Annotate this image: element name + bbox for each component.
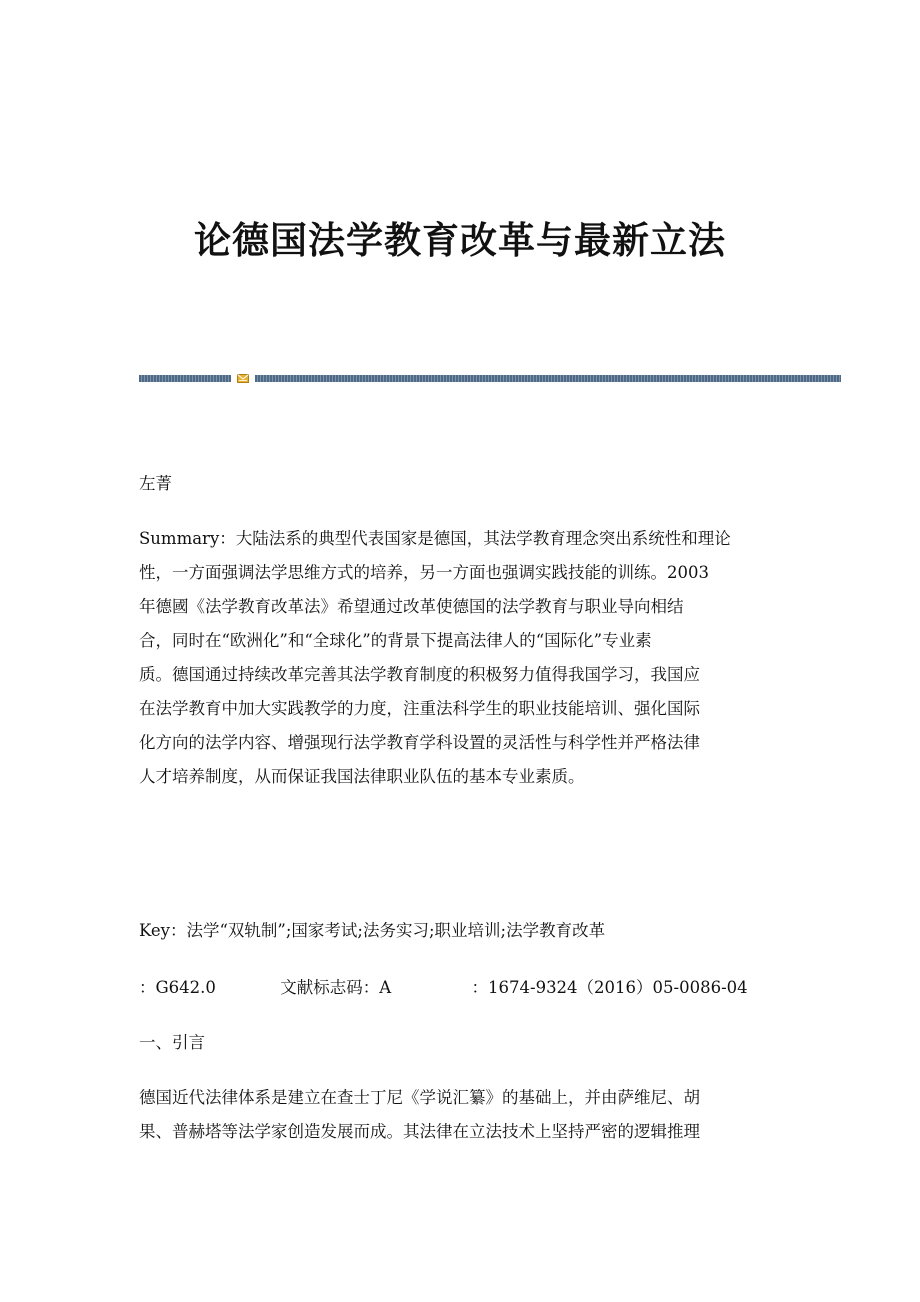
clc-number: ：G642.0 xyxy=(139,978,216,997)
section-heading: 一、引言 xyxy=(139,1033,205,1052)
document-title: 论德国法学教育改革与最新立法 xyxy=(194,218,726,262)
summary-line: 人才培养制度，从而保证我国法律职业队伍的基本专业素质。 xyxy=(139,767,585,786)
summary-line: 合，同时在“欧洲化”和“全球化”的背景下提高法律人的“国际化”专业素 xyxy=(139,631,652,650)
summary-line: 质。德国通过持续改革完善其法学教育制度的积极努力值得我国学习，我国应 xyxy=(139,665,700,684)
keywords-line: Key：法学“双轨制”;国家考试;法务实习;职业培训;法学教育改革 xyxy=(139,921,606,940)
intro-line: 德国近代法律体系是建立在查士丁尼《学说汇纂》的基础上，并由萨维尼、胡 xyxy=(139,1088,700,1107)
summary-line: 年德國《法学教育改革法》希望通过改革使德国的法学教育与职业导向相结 xyxy=(139,597,684,616)
author-name: 左菁 xyxy=(139,474,172,493)
decorative-divider xyxy=(139,374,841,383)
intro-line: 果、普赫塔等法学家创造发展而成。其法律在立法技术上坚持严密的逻辑推理 xyxy=(139,1122,700,1141)
summary-paragraph xyxy=(139,522,784,794)
summary-line: Summary：大陆法系的典型代表国家是德国，其法学教育理念突出系统性和理论 xyxy=(139,529,731,548)
issn-number: ：1674-9324（2016）05-0086-04 xyxy=(471,978,748,997)
document-code: 文献标志码：A xyxy=(280,978,392,997)
envelope-icon xyxy=(237,374,249,383)
classification-row xyxy=(139,971,784,1005)
divider-bar-right xyxy=(255,375,841,382)
summary-line: 在法学教育中加大实践教学的力度，注重法科学生的职业技能培训、强化国际 xyxy=(139,699,700,718)
summary-line: 性，一方面强调法学思维方式的培养，另一方面也强调实践技能的训练。2003 xyxy=(139,563,709,582)
divider-bar-left xyxy=(139,375,231,382)
intro-paragraph xyxy=(139,1081,784,1149)
summary-line: 化方向的法学内容、增强现行法学教育学科设置的灵活性与科学性并严格法律 xyxy=(139,733,700,752)
